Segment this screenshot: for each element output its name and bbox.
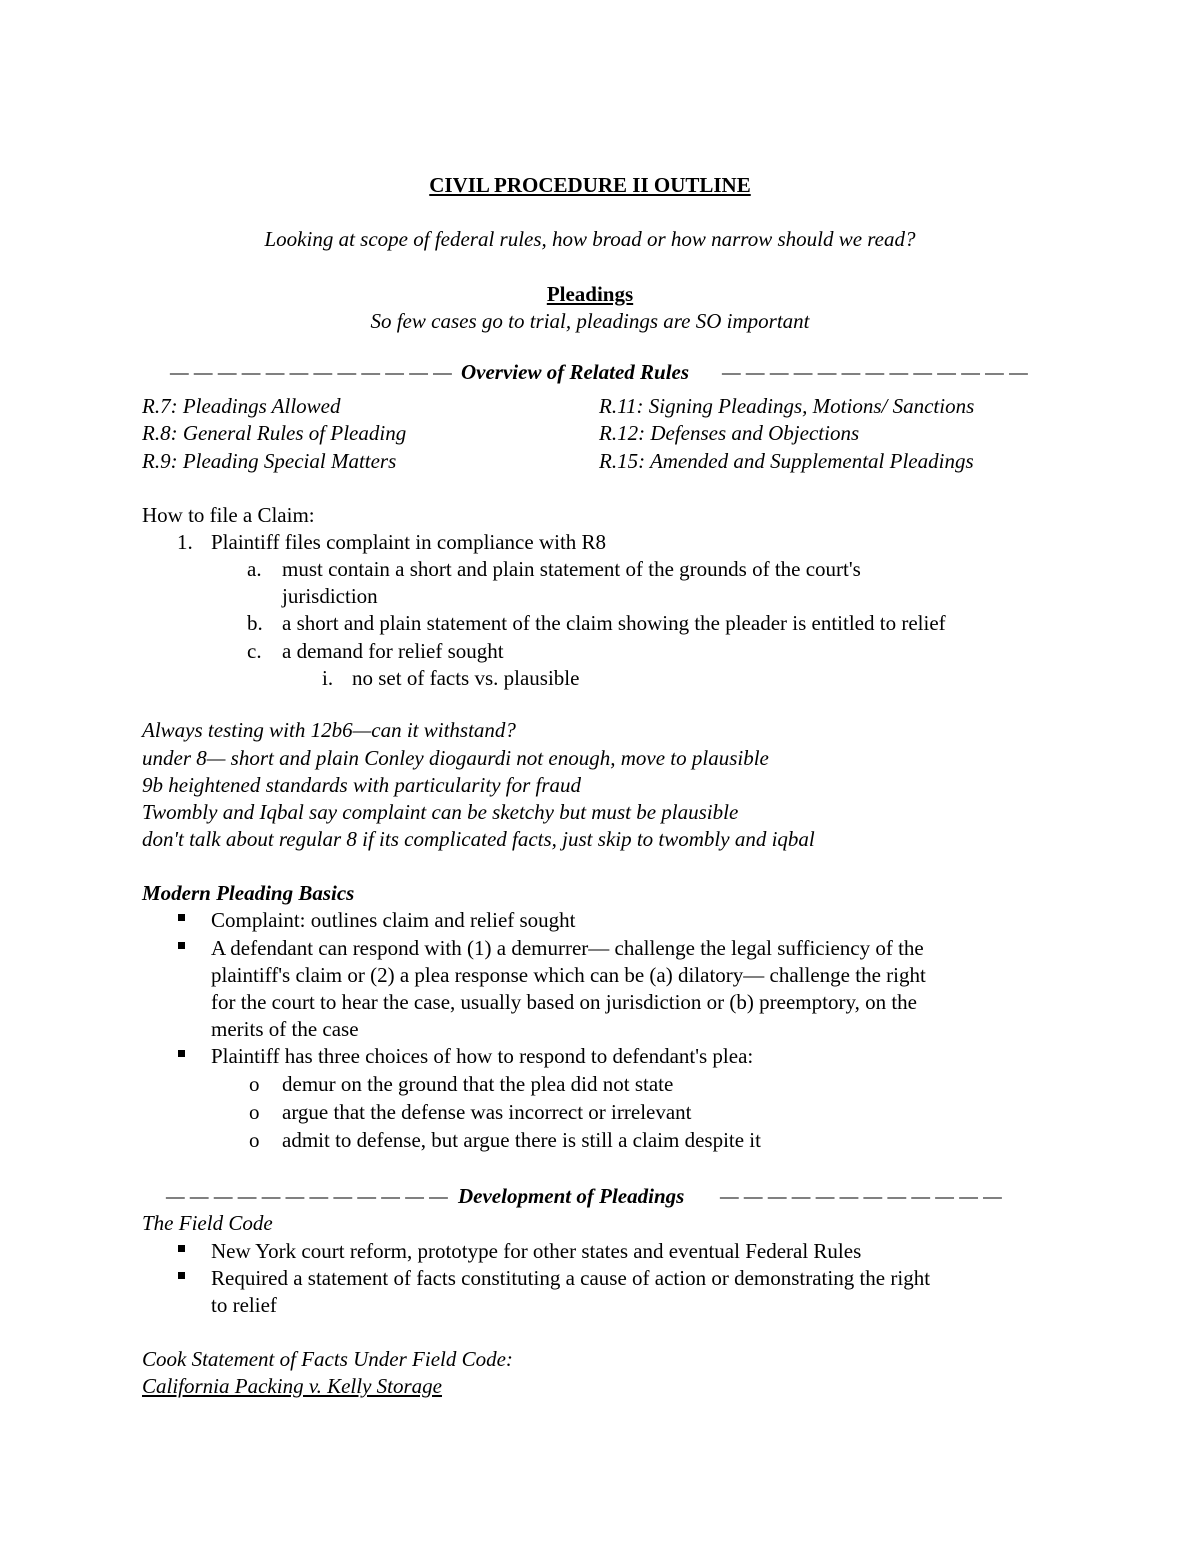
claim-c-marker: c. — [247, 639, 262, 663]
note-line: under 8— short and plain Conley diogaurdi not enough, move to plausible — [142, 746, 769, 770]
rule-r9: R.9: Pleading Special Matters — [142, 449, 397, 473]
square-bullet-icon — [178, 1050, 185, 1057]
development-divider-right: — — — — — — — — — — — — — [720, 1184, 1002, 1208]
plaintiff-choice: demur on the ground that the plea did not state — [282, 1072, 674, 1096]
field-code-item-reform: New York court reform, prototype for other states and eventual Federal Rules — [211, 1239, 862, 1263]
modern-item-defendant-line: for the court to hear the case, usually based on jurisdiction or (b) preemptory, on the — [211, 990, 918, 1014]
rule-r8: R.8: General Rules of Pleading — [142, 421, 407, 445]
development-heading: Development of Pleadings — [458, 1184, 685, 1208]
rule-r11: R.11: Signing Pleadings, Motions/ Sanctions — [599, 394, 975, 418]
modern-item-plaintiff: Plaintiff has three choices of how to respond to defendant's plea: — [211, 1044, 754, 1068]
pleadings-heading: Pleadings — [546, 282, 634, 306]
overview-divider-right: — — — — — — — — — — — — — — [722, 360, 1028, 384]
rule-r15: R.15: Amended and Supplemental Pleadings — [599, 449, 974, 473]
development-divider-left: — — — — — — — — — — — — — [166, 1184, 448, 1208]
square-bullet-icon — [178, 914, 185, 921]
square-bullet-icon — [178, 942, 185, 949]
claim-heading: How to file a Claim: — [142, 503, 315, 527]
claim-b: a short and plain statement of the claim showing the pleader is entitled to relief — [282, 611, 946, 635]
claim-i: no set of facts vs. plausible — [352, 666, 580, 690]
claim-i-marker: i. — [322, 666, 334, 690]
rule-r7: R.7: Pleadings Allowed — [142, 394, 341, 418]
square-bullet-icon — [178, 1245, 185, 1252]
pleadings-subheading: So few cases go to trial, pleadings are SO important — [370, 309, 810, 333]
plaintiff-choice: argue that the defense was incorrect or irrelevant — [282, 1100, 692, 1124]
document-title: CIVIL PROCEDURE II OUTLINE — [429, 173, 751, 197]
claim-a-line2: jurisdiction — [282, 584, 378, 608]
overview-divider-left: — — — — — — — — — — — — — [170, 360, 452, 384]
rule-r12: R.12: Defenses and Objections — [599, 421, 860, 445]
field-code-heading: The Field Code — [142, 1211, 273, 1235]
square-bullet-icon — [178, 1272, 185, 1279]
modern-pleading-heading: Modern Pleading Basics — [142, 881, 355, 905]
document-subtitle: Looking at scope of federal rules, how broad or how narrow should we read? — [264, 227, 916, 251]
circle-bullet-icon: o — [249, 1100, 260, 1124]
claim-step1: Plaintiff files complaint in compliance with R8 — [211, 530, 607, 554]
claim-a-line1: must contain a short and plain statement of the grounds of the court's — [282, 557, 861, 581]
overview-heading: Overview of Related Rules — [461, 360, 690, 384]
case-title: California Packing v. Kelly Storage — [142, 1374, 442, 1398]
note-line: 9b heightened standards with particularity for fraud — [142, 773, 582, 797]
modern-item-defendant-line: A defendant can respond with (1) a demurrer— challenge the legal sufficiency of the — [211, 936, 924, 960]
claim-c: a demand for relief sought — [282, 639, 504, 663]
note-line: don't talk about regular 8 if its complicated facts, just skip to twombly and iqbal — [142, 827, 815, 851]
plaintiff-choice: admit to defense, but argue there is still a claim despite it — [282, 1128, 761, 1152]
modern-item-defendant-line: merits of the case — [211, 1017, 359, 1041]
claim-a-marker: a. — [247, 557, 262, 581]
modern-item-defendant-line: plaintiff's claim or (2) a plea response which can be (a) dilatory— challenge the right — [211, 963, 926, 987]
field-code-item-statement: Required a statement of facts constituting a cause of action or demonstrating the right — [211, 1266, 931, 1290]
modern-item-complaint: Complaint: outlines claim and relief sought — [211, 908, 576, 932]
cook-heading: Cook Statement of Facts Under Field Code: — [142, 1347, 513, 1371]
circle-bullet-icon: o — [249, 1128, 260, 1152]
note-line: Always testing with 12b6—can it withstand? — [142, 718, 516, 742]
field-code-item-statement-cont: to relief — [211, 1293, 277, 1317]
claim-step1-marker: 1. — [177, 530, 193, 554]
circle-bullet-icon: o — [249, 1072, 260, 1096]
claim-b-marker: b. — [247, 611, 263, 635]
note-line: Twombly and Iqbal say complaint can be sketchy but must be plausible — [142, 800, 739, 824]
